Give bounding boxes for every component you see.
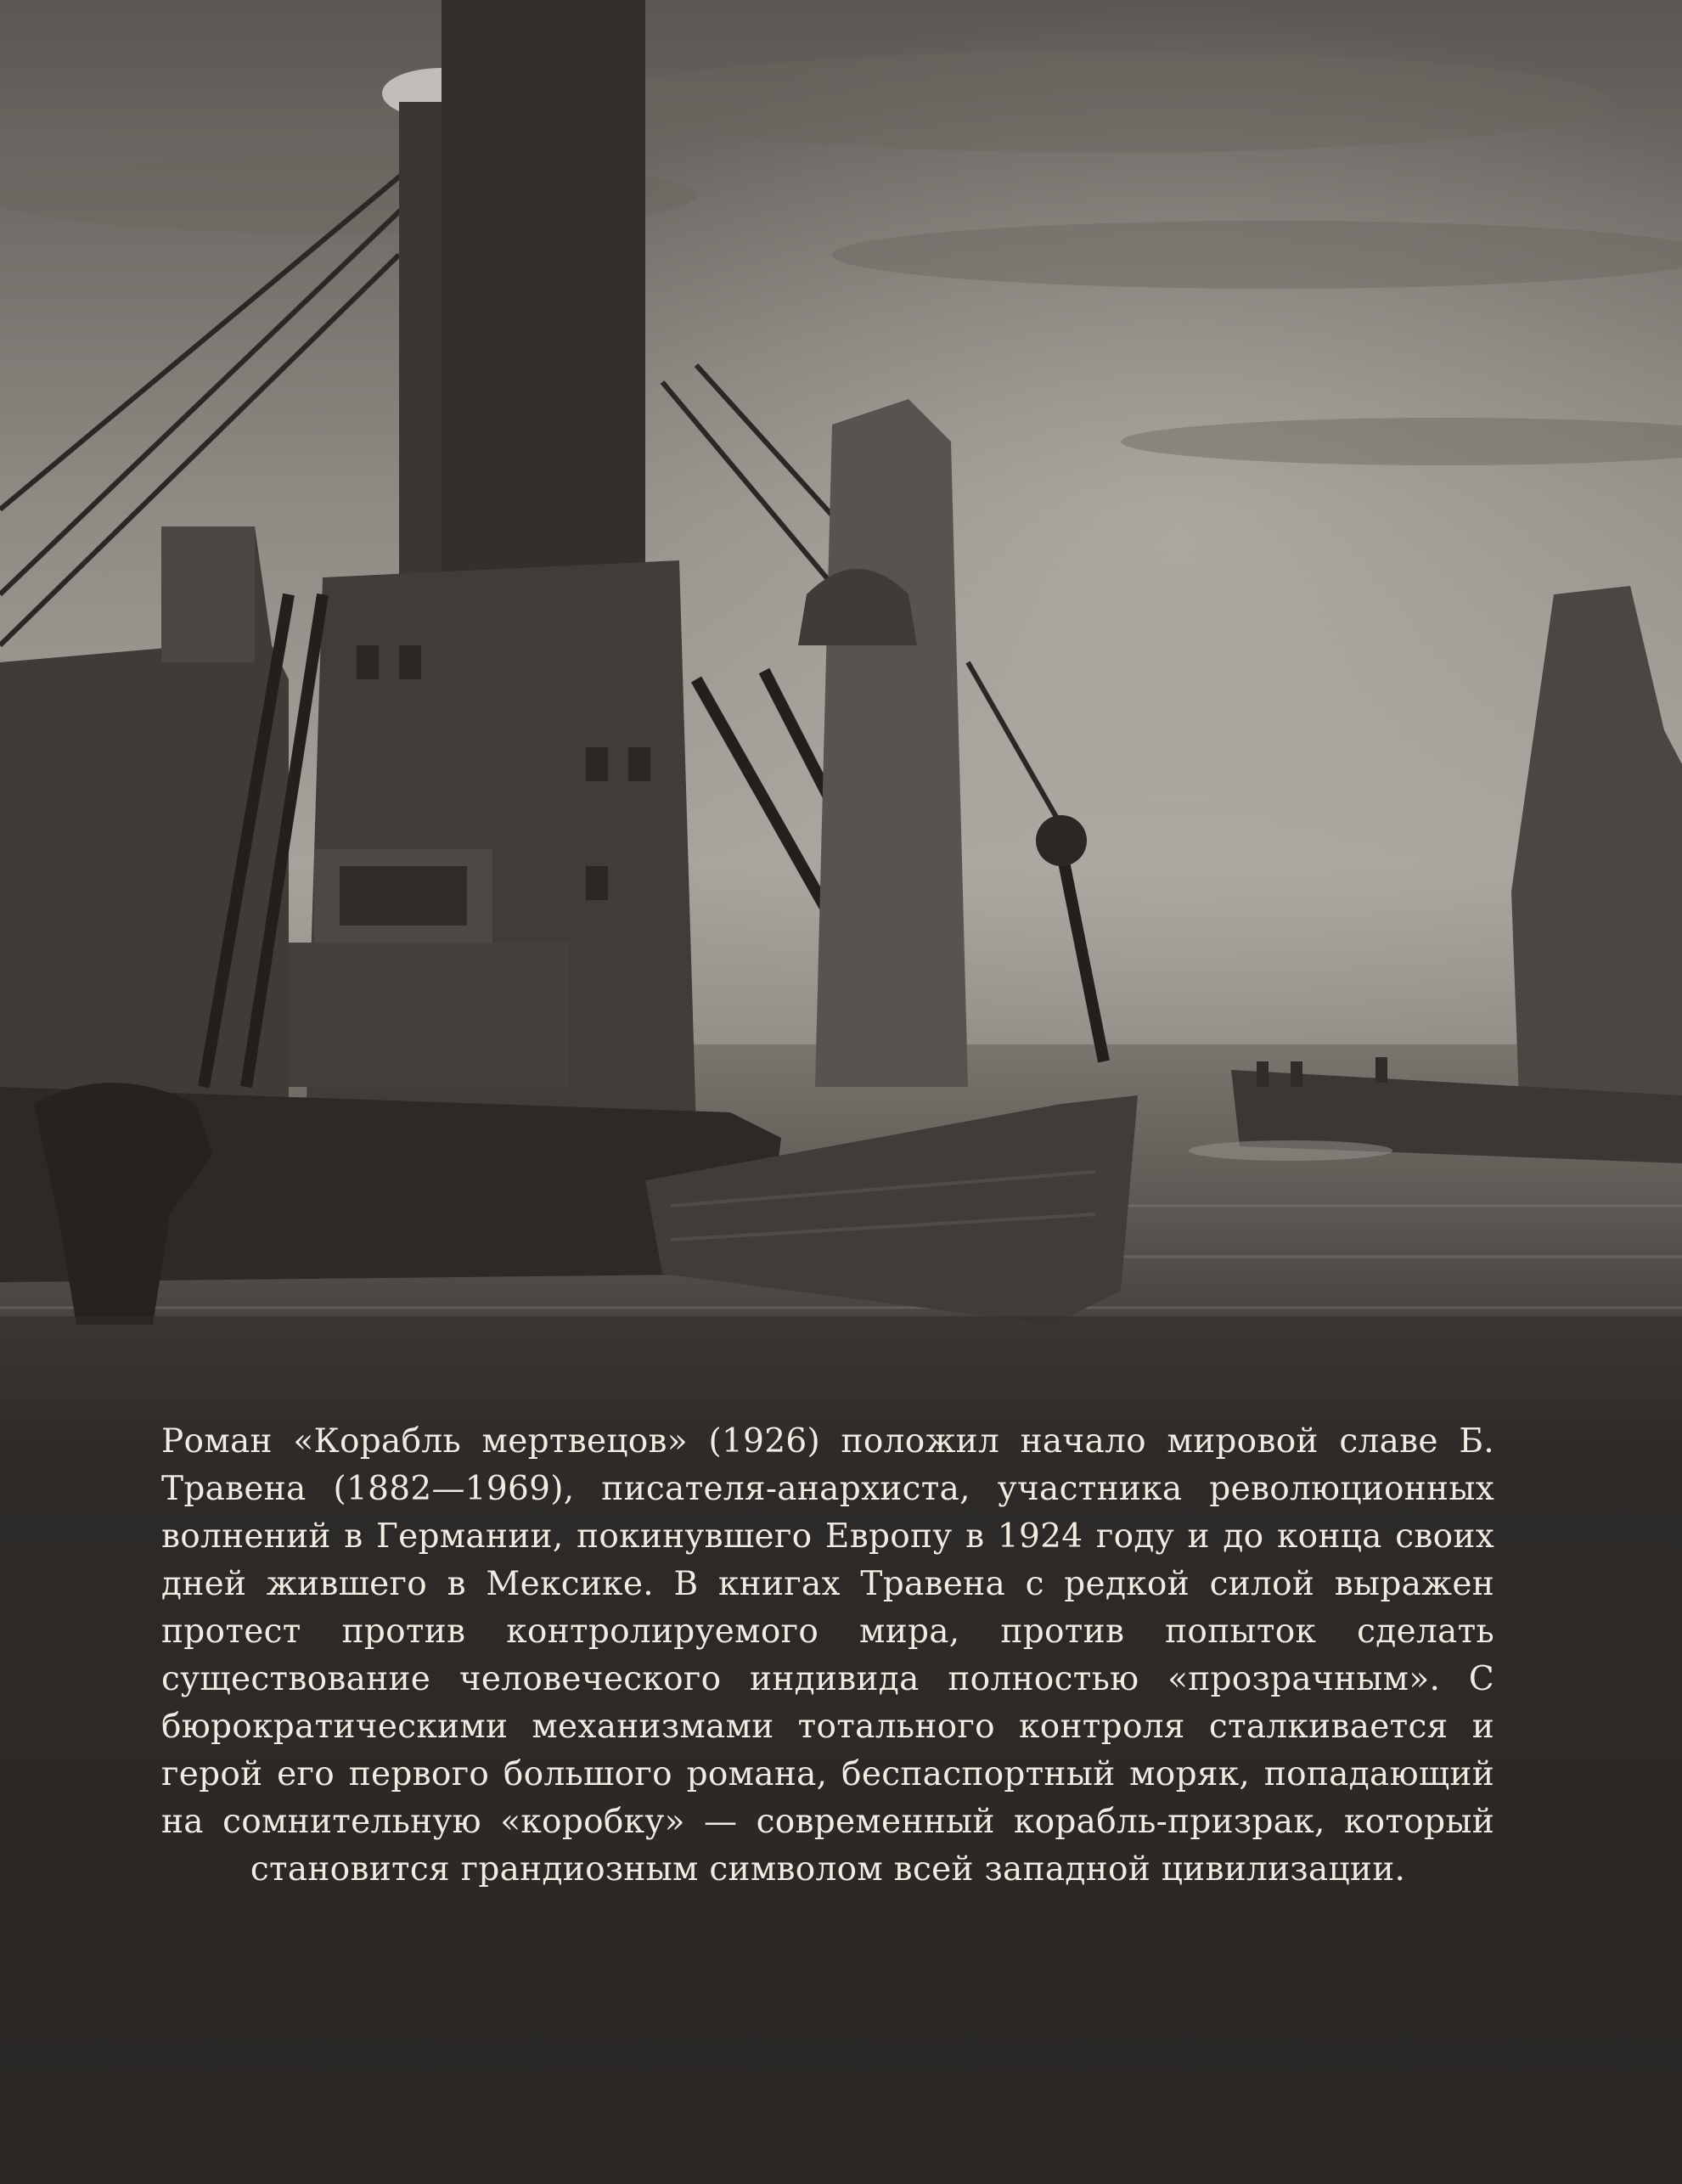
book-blurb: Роман «Корабль мертвецов» (1926) положил начало мировой славе Б. Травена (1882—1969), писателя-анархиста, участника революционных волнений в Германии, покинувшего Европу в 1924 году и до конца своих дней жившего в Мексике. В книгах Травена с редкой силой выражен протест против контролируемого мира, против попыток сделать существование человеческого индивида полностью «прозрачным». С бюрократическими механизмами тотального контроля сталкивается и герой его первого большого романа, беспаспортный моряк, попадающий на сомнительную «коробку» — современный корабль-призрак, который становится грандиозным символом всей западной цивилизации. <box>161 1422 1494 1888</box>
